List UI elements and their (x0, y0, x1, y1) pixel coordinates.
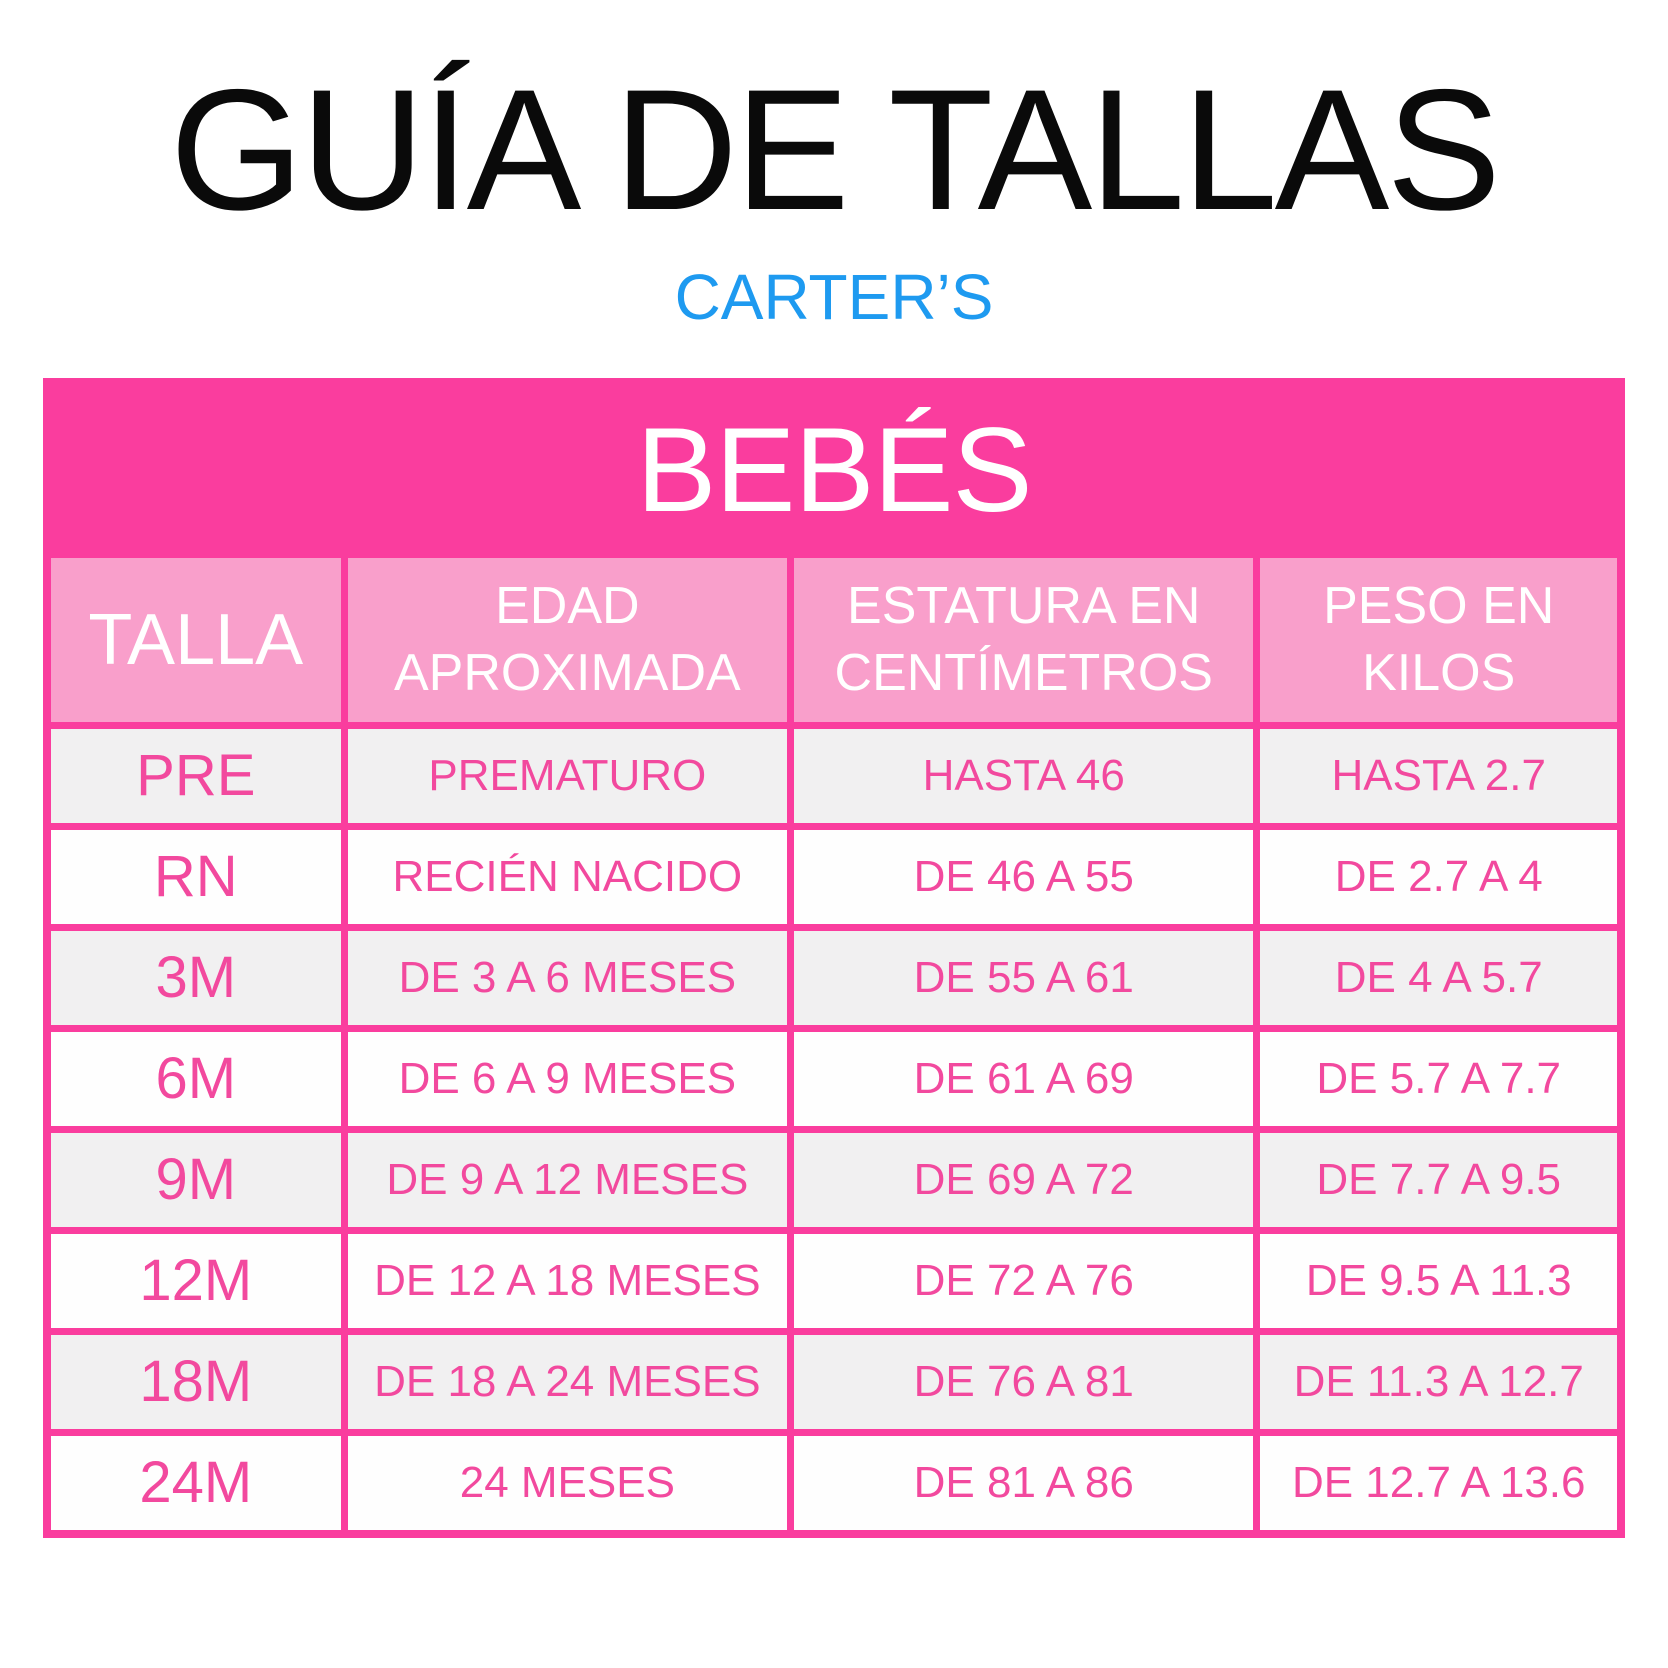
column-header-talla: TALLA (51, 558, 341, 722)
cell-talla: RN (51, 830, 341, 924)
cell-edad: DE 12 A 18 MESES (348, 1234, 787, 1328)
cell-peso: DE 4 A 5.7 (1260, 931, 1617, 1025)
cell-edad: DE 6 A 9 MESES (348, 1032, 787, 1126)
cell-estatura: DE 81 A 86 (794, 1436, 1253, 1530)
cell-peso: DE 12.7 A 13.6 (1260, 1436, 1617, 1530)
column-header-edad: EDAD APROXIMADA (348, 558, 787, 722)
cell-talla: 12M (51, 1234, 341, 1328)
cell-talla: 6M (51, 1032, 341, 1126)
brand-subtitle: CARTER’S (674, 260, 994, 333)
cell-estatura: DE 61 A 69 (794, 1032, 1253, 1126)
cell-edad: DE 3 A 6 MESES (348, 931, 787, 1025)
cell-edad: DE 18 A 24 MESES (348, 1335, 787, 1429)
cell-edad: 24 MESES (348, 1436, 787, 1530)
section-heading-bebes: BEBÉS (636, 402, 1032, 537)
column-header-peso: PESO EN KILOS (1260, 558, 1617, 722)
cell-estatura: DE 55 A 61 (794, 931, 1253, 1025)
cell-edad: RECIÉN NACIDO (348, 830, 787, 924)
cell-edad: PREMATURO (348, 729, 787, 823)
cell-talla: 9M (51, 1133, 341, 1227)
cell-estatura: DE 76 A 81 (794, 1335, 1253, 1429)
page-title: GUÍA DE TALLAS (169, 54, 1499, 246)
cell-peso: DE 5.7 A 7.7 (1260, 1032, 1617, 1126)
cell-talla: PRE (51, 729, 341, 823)
cell-estatura: DE 46 A 55 (794, 830, 1253, 924)
cell-estatura: HASTA 46 (794, 729, 1253, 823)
column-header-estatura: ESTATURA EN CENTÍMETROS (794, 558, 1253, 722)
cell-talla: 3M (51, 931, 341, 1025)
cell-talla: 18M (51, 1335, 341, 1429)
cell-estatura: DE 72 A 76 (794, 1234, 1253, 1328)
cell-peso: DE 7.7 A 9.5 (1260, 1133, 1617, 1227)
cell-peso: DE 9.5 A 11.3 (1260, 1234, 1617, 1328)
cell-talla: 24M (51, 1436, 341, 1530)
size-table (43, 378, 1625, 1538)
cell-edad: DE 9 A 12 MESES (348, 1133, 787, 1227)
cell-peso: DE 11.3 A 12.7 (1260, 1335, 1617, 1429)
cell-estatura: DE 69 A 72 (794, 1133, 1253, 1227)
size-grid (51, 558, 1617, 1530)
cell-peso: HASTA 2.7 (1260, 729, 1617, 823)
cell-peso: DE 2.7 A 4 (1260, 830, 1617, 924)
